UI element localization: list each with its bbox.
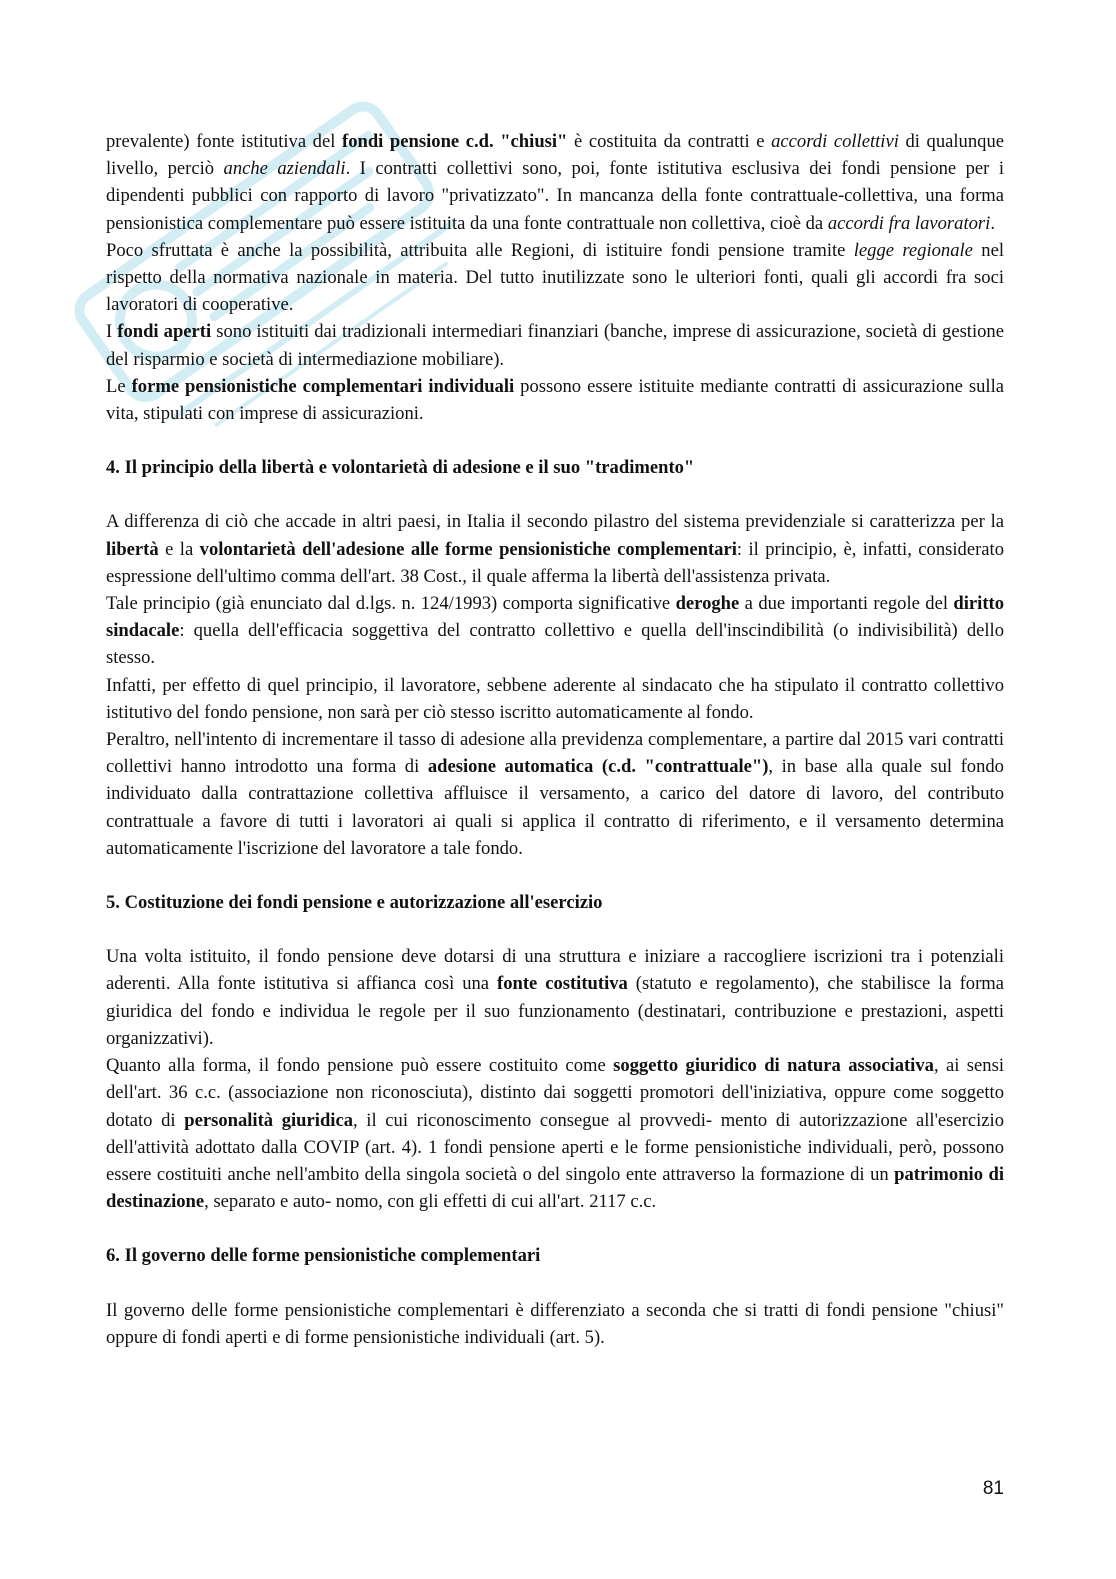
paragraph-spacer (106, 481, 1004, 508)
paragraph (106, 943, 1004, 1052)
bold-text: deroghe (675, 593, 740, 615)
paragraph (106, 726, 1004, 862)
text-run: è costituita da contratti e (567, 131, 772, 152)
section-heading (106, 889, 1004, 916)
text-run: Infatti, per effetto di quel principio, il lavoratore, sebbene aderente al sindacato che ha stipulato il contratto collettivo istitutivo del fondo pensione, non sarà per ciò stesso iscritto automaticamente al fondo. (106, 674, 1004, 723)
paragraph (106, 237, 1004, 319)
bold-text: fondi pensione c.d. "chiusi" (342, 131, 568, 152)
text-run: e la (158, 538, 200, 560)
italic-text: legge regionale (853, 239, 973, 261)
text-run: nel rispetto della normativa nazionale in materia. Del tutto inutilizzate sono le ulteriori fonti, quali gli accordi fra soci lavoratori di cooperative. (106, 239, 1004, 316)
italic-text: accordi fra lavoratori (827, 212, 991, 234)
paragraph-spacer (106, 1215, 1004, 1242)
bold-text: libertà (106, 538, 159, 560)
text-run: di qualunque livello, perciò (106, 131, 1004, 180)
text-run: 6. Il governo delle forme pensionistiche complementari (106, 1245, 541, 1267)
bold-text: forme pensionistiche complementari individuali (131, 375, 515, 397)
text-run: prevalente) fonte istitutiva del (106, 131, 342, 152)
text-run: Il governo delle forme pensionistiche complementari è differenziato a seconda che si tratti di fondi pensione "chiusi" oppure di fondi aperti e di forme pensionistiche individuali (art. 5). (106, 1299, 1004, 1348)
text-run: , separato e auto- nomo, con gli effetti di cui all'art. 2117 c.c. (204, 1191, 657, 1213)
paragraph (106, 1052, 1004, 1215)
text-run: Tale principio (già enunciato dal d.lgs. n. 124/1993) comporta significative (106, 593, 676, 615)
page-number: 81 (982, 1478, 1004, 1499)
paragraph (106, 590, 1004, 672)
text-run: (statuto e regolamento), che stabilisce la forma giuridica del fondo e individua le regole per il suo funzionamento (destinatari, contribuzione e prestazioni, aspetti organizzativi). (106, 973, 1004, 1049)
bold-text: fondi aperti (117, 321, 212, 343)
bold-text: adesione automatica (c.d. "contrattuale") (427, 756, 769, 778)
bold-text: soggetto giuridico di natura associativa (613, 1055, 934, 1077)
paragraph-spacer (106, 1270, 1004, 1297)
text-run: , il cui riconoscimento consegue al provvedi- mento di autorizzazione all'esercizio dell'attività adottato dalla COVIP (art. 4). 1 fondi pensione aperti e le forme pensionistiche individuali, però, possono essere costituiti anche nell'ambito della singola società o del singolo ente attraverso la formazione di un (106, 1109, 1004, 1185)
text-run: Poco sfruttata è anche la possibilità, attribuita alle Regioni, di istituire fondi pensione tramite (106, 239, 854, 261)
italic-text: accordi collettivi (771, 131, 899, 152)
italic-text: anche aziendali (223, 158, 346, 180)
text-run: 5. Costituzione dei fondi pensione e autorizzazione all'esercizio (106, 892, 603, 914)
text-run: : il principio, è, infatti, considerato espressione dell'ultimo comma dell'art. 38 Cost., il quale afferma la libertà dell'assistenza privata. (106, 538, 1004, 587)
text-run: I (106, 321, 118, 343)
paragraph-spacer (106, 916, 1004, 943)
paragraph (106, 318, 1004, 372)
section-heading (106, 1242, 1004, 1269)
bold-text: diritto sindacale (106, 593, 1005, 642)
paragraph (106, 672, 1004, 726)
text-run: sono istituiti dai tradizionali intermediari finanziari (banche, imprese di assicurazione, società di gestione del risparmio e società di intermediazione mobiliare). (106, 321, 1004, 370)
bold-text: volontarietà dell'adesione alle forme pensionistiche complementari (199, 538, 737, 560)
text-run: A differenza di ciò che accade in altri paesi, in Italia il secondo pilastro del sistema previdenziale si caratterizza per la (106, 511, 1004, 533)
text-run: Peraltro, nell'intento di incrementare il tasso di adesione alla previdenza complementare, a partire dal 2015 vari contratti collettivi hanno introdotto una forma di (106, 729, 1004, 778)
text-run: . I contratti collettivi sono, poi, fonte istitutiva esclusiva dei fondi pensione per i dipendenti pubblici con rapporto di lavoro "privatizzato". In mancanza della fonte contrattuale-collettiva, una forma pensionistica complementare può essere istituita da una fonte contrattuale non collettiva, cioè da (106, 158, 1004, 234)
paragraph (106, 1297, 1004, 1351)
text-run: Quanto alla forma, il fondo pensione può essere costituito come (106, 1055, 614, 1077)
paragraph (106, 128, 1004, 237)
paragraph-spacer (106, 427, 1004, 454)
text-run: a due importanti regole del (739, 593, 954, 615)
document-body (106, 128, 1004, 1351)
text-run: : quella dell'efficacia soggettiva del contratto collettivo e quella dell'inscindibilità (o indivisibilità) dello stesso. (106, 620, 1004, 669)
text-run: . (990, 212, 995, 234)
text-run: possono essere istituite mediante contratti di assicurazione sulla vita, stipulati con imprese di assicurazioni. (106, 375, 1004, 425)
text-run: Le (106, 375, 132, 397)
text-run: , ai sensi dell'art. 36 c.c. (associazione non riconosciuta), distinto dai soggetti promotori dell'iniziativa, oppure come soggetto dotato di (106, 1055, 1004, 1131)
text-run: 4. Il principio della libertà e volontarietà di adesione e il suo "tradimento" (106, 457, 695, 479)
paragraph (106, 373, 1004, 427)
paragraph (106, 508, 1004, 590)
text-run: , in base alla quale sul fondo individuato dalla contrattazione collettiva affluisce il versamento, a carico del datore di lavoro, del contributo contrattuale a favore di tutti i lavoratori ai quali si applica il contratto di riferimento, e il versamento determina automaticamente l'iscrizione del lavoratore a tale fondo. (106, 756, 1004, 859)
bold-text: patrimonio di destinazione (106, 1163, 1005, 1213)
section-heading (106, 454, 1004, 481)
text-run: Una volta istituito, il fondo pensione deve dotarsi di una struttura e iniziare a raccogliere iscrizioni tra i potenziali aderenti. Alla fonte istitutiva si affianca così una (106, 946, 1004, 995)
bold-text: personalità giuridica (184, 1109, 353, 1131)
bold-text: fonte costitutiva (497, 973, 628, 995)
paragraph-spacer (106, 862, 1004, 889)
